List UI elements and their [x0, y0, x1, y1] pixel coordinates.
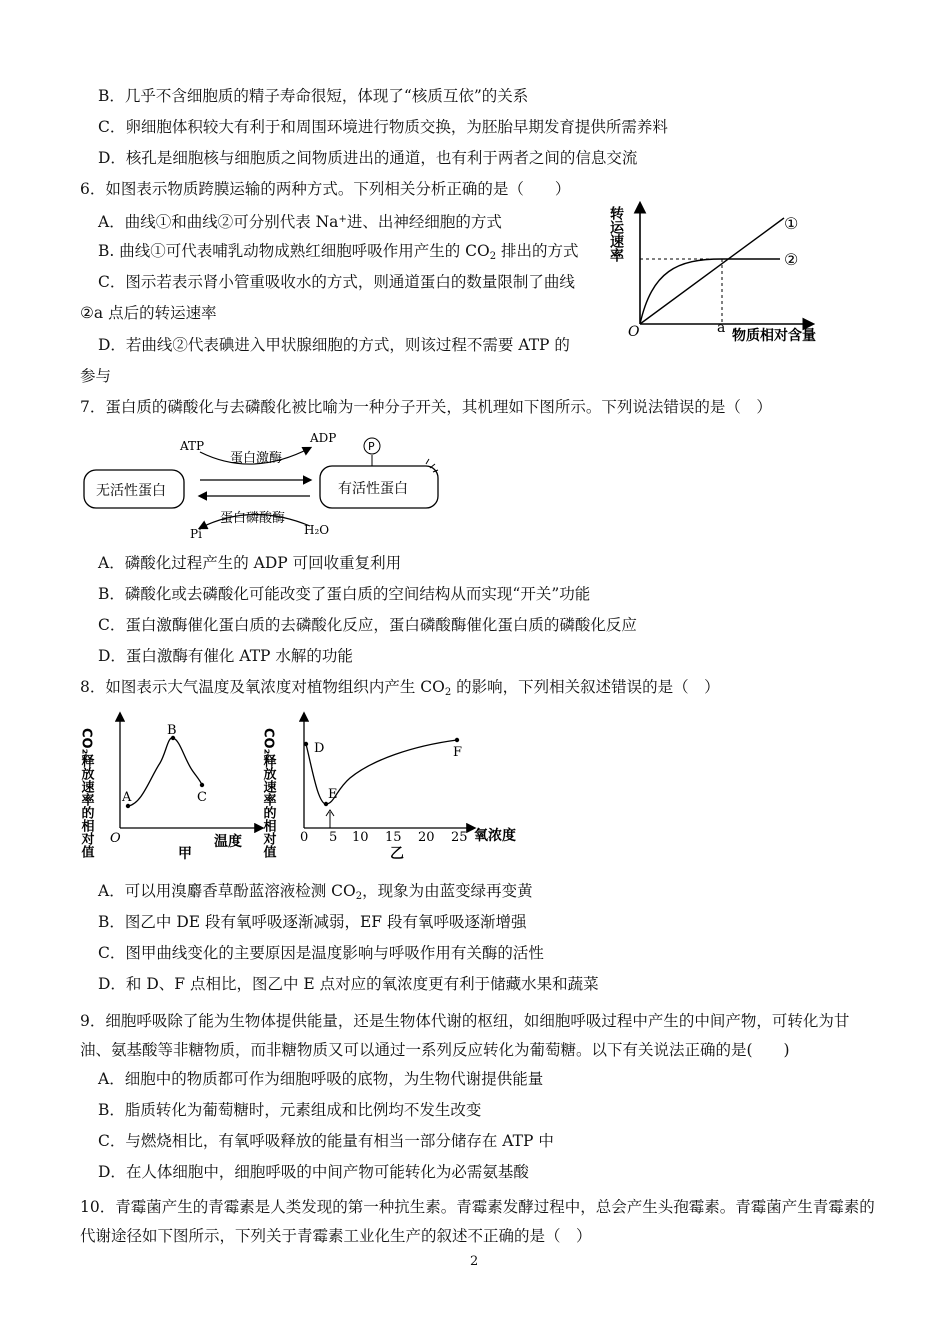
point-f-label: F	[453, 745, 463, 760]
point-e-label: E	[328, 787, 338, 802]
active-protein-label: 有活性蛋白	[338, 481, 408, 497]
q6-option-d-line2: 参与	[80, 367, 112, 385]
x-axis-label: 氧浓度	[474, 828, 516, 844]
y-axis-label: CO₂释放速率的相对值	[260, 728, 276, 859]
point-c-label: C	[197, 790, 207, 805]
a-label: a	[717, 320, 726, 336]
tick-5: 5	[329, 830, 338, 845]
q7-stem: 7．蛋白质的磷酸化与去磷酸化被比喻为一种分子开关，其机理如下图所示。下列说法错误的是（ ）	[80, 398, 772, 416]
q7-phosphorylation-diagram	[82, 430, 452, 542]
q6-stem: 6．如图表示物质跨膜运输的两种方式。下列相关分析正确的是（ ）	[80, 180, 571, 198]
phosphate-label: P	[368, 440, 375, 453]
q6-option-a: A．曲线①和曲线②可分别代表 Na+进、出神经细胞的方式	[98, 213, 502, 231]
x-axis-label: 温度	[214, 834, 242, 850]
point-c	[200, 783, 204, 787]
q9-option-a: A．细胞中的物质都可作为细胞呼吸的底物，为生物代谢提供能量	[98, 1070, 544, 1088]
y-axis-label: CO₂释放速率的相对值	[78, 728, 94, 859]
q7-option-c: C．蛋白激酶催化蛋白质的去磷酸化反应，蛋白磷酸酶催化蛋白质的磷酸化反应	[98, 616, 637, 634]
page-number: 2	[470, 1254, 479, 1269]
tick-0: 0	[300, 830, 309, 845]
q6-transport-graph	[608, 196, 852, 346]
tick-10: 10	[352, 830, 369, 845]
kinase-label: 蛋白激酶	[230, 451, 283, 466]
point-f	[455, 738, 459, 742]
q5-option-c: C．卵细胞体积较大有利于和周围环境进行物质交换，为胚胎早期发育提供所需养料	[98, 118, 668, 136]
q9-stem: 9．细胞呼吸除了能为生物体提供能量，还是生物体代谢的枢纽，如细胞呼吸过程中产生的中间产物，可转化为甘油、氨基酸等非糖物质，而非糖物质又可以通过一系列反应转化为葡萄糖。以下有关说法正确的是( )	[80, 1012, 850, 1059]
q6-option-c-line1: C．图示若表示肾小管重吸收水的方式，则通道蛋白的数量限制了曲线	[98, 273, 575, 291]
chart-title: 乙	[390, 846, 404, 862]
phosphatase-label: 蛋白磷酸酶	[220, 511, 286, 526]
chart-title: 甲	[178, 846, 192, 862]
origin-label: O	[110, 831, 121, 846]
point-e	[324, 802, 328, 806]
q10-stem: 10．青霉菌产生的青霉素是人类发现的第一种抗生素。青霉素发酵过程中，总会产生头孢霉素。青霉菌产生青霉素的代谢途径如下图所示，下列关于青霉素工业化生产的叙述不正确的是（ ）	[80, 1198, 875, 1245]
q6-option-c-line2: ②a 点后的转运速率	[80, 304, 217, 322]
curve-2	[640, 259, 780, 324]
inactive-protein-label: 无活性蛋白	[96, 483, 166, 499]
q8-option-b: B．图乙中 DE 段有氧呼吸逐渐减弱，EF 段有氧呼吸逐渐增强	[98, 913, 527, 931]
origin-label: O	[628, 324, 640, 340]
water-label: H₂O	[304, 523, 330, 537]
q5-option-d: D．核孔是细胞核与细胞质之间物质进出的通道，也有利于两者之间的信息交流	[98, 149, 638, 167]
q7-option-d: D．蛋白激酶有催化 ATP 水解的功能	[98, 647, 353, 665]
x-ticks	[300, 830, 468, 845]
tick-15: 15	[385, 830, 402, 845]
tick-20: 20	[418, 830, 435, 845]
q7-option-a: A．磷酸化过程产生的 ADP 可回收重复利用	[98, 554, 402, 572]
atp-label: ATP	[180, 439, 205, 453]
q9-option-b: B．脂质转化为葡萄糖时，元素组成和比例均不发生改变	[98, 1101, 482, 1119]
chart-oxygen	[262, 708, 532, 868]
q7-option-b: B．磷酸化或去磷酸化可能改变了蛋白质的空间结构从而实现“开关”功能	[98, 585, 591, 603]
q8-option-d: D．和 D、F 点相比，图乙中 E 点对应的氧浓度更有利于储藏水果和蔬菜	[98, 975, 599, 993]
curve	[128, 738, 202, 806]
pi-label: Pi	[190, 527, 202, 541]
curve-1-label: ①	[784, 214, 799, 233]
point-d-label: D	[314, 741, 325, 756]
curve-1	[640, 218, 784, 324]
q6-option-d-line1: D．若曲线②代表碘进入甲状腺细胞的方式，则该过程不需要 ATP 的	[98, 336, 570, 354]
q9-option-c: C．与燃烧相比，有氧呼吸释放的能量有相当一部分储存在 ATP 中	[98, 1132, 554, 1150]
q6-option-b: B. 曲线①可代表哺乳动物成熟红细胞呼吸作用产生的 $CO_2$ 排出的方式	[98, 242, 579, 262]
point-b-label: B	[167, 723, 177, 738]
q8-option-c: C．图甲曲线变化的主要原因是温度影响与呼吸作用有关酶的活性	[98, 944, 544, 962]
q9-option-d: D．在人体细胞中，细胞呼吸的中间产物可能转化为必需氨基酸	[98, 1163, 529, 1181]
y-axis-label: 转运速率	[608, 206, 624, 262]
adp-label: ADP	[310, 431, 337, 445]
curve-2-label: ②	[784, 250, 799, 269]
x-axis-label: 物质相对含量	[732, 328, 816, 344]
chart-temperature	[80, 708, 270, 868]
q8-stem: 8．如图表示大气温度及氧浓度对植物组织内产生 $CO_2$ 的影响，下列相关叙述错误的是（ ）	[80, 678, 720, 698]
q8-option-a: A．可以用溴麝香草酚蓝溶液检测 $CO_2$，现象为由蓝变绿再变黄	[98, 882, 533, 902]
tick-25: 25	[451, 830, 468, 845]
point-d	[304, 742, 308, 746]
q5-option-b: B．几乎不含细胞质的精子寿命很短，体现了“核质互依”的关系	[98, 87, 529, 105]
point-a-label: A	[122, 790, 132, 805]
